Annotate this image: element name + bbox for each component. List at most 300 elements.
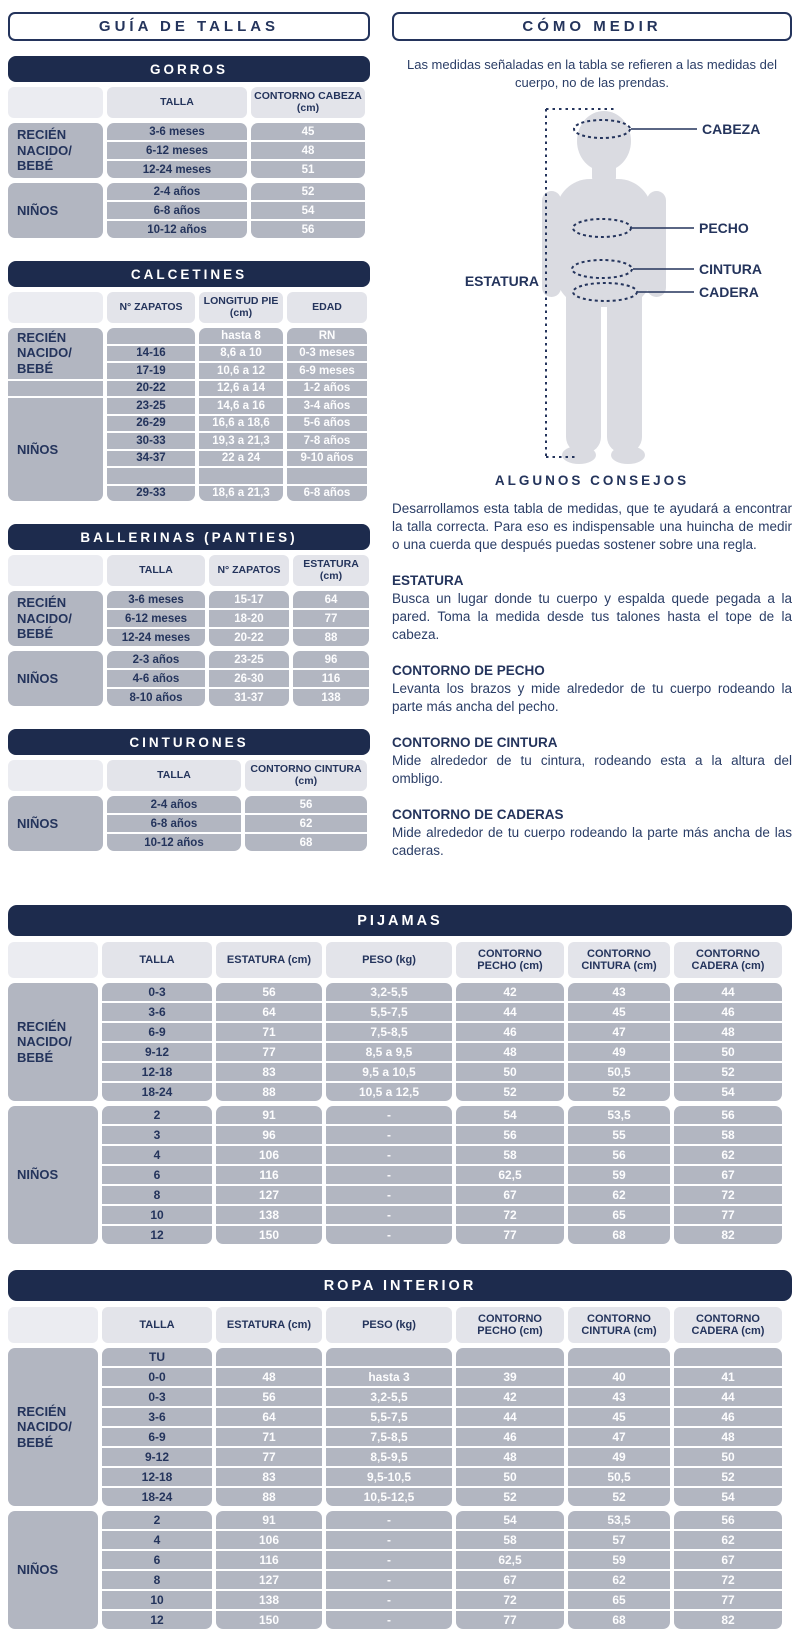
table-cell: 20-22: [107, 381, 195, 397]
table-cell: 0-0: [102, 1368, 212, 1386]
table-cell: -: [326, 1591, 452, 1609]
table-cell: 0-3: [102, 1388, 212, 1406]
table-cell: 68: [568, 1226, 670, 1244]
table-pijamas: [8, 905, 792, 1244]
cabeza-label: CABEZA: [702, 121, 761, 138]
table-cell: 41: [674, 1368, 782, 1386]
data-column: [674, 1348, 782, 1506]
table-cell: 18-24: [102, 1488, 212, 1506]
column-header: PESO (kg): [326, 1307, 452, 1343]
table-cell: 5,5-7,5: [326, 1003, 452, 1021]
table-cell: 83: [216, 1468, 322, 1486]
column-header: EDAD: [287, 292, 367, 323]
table-cell: 59: [568, 1551, 670, 1569]
table-cell: 52: [568, 1488, 670, 1506]
table-cell: 77: [674, 1591, 782, 1609]
tip-section-estatura: [392, 573, 792, 644]
table-cell: 1-2 años: [287, 381, 367, 397]
table-cell: 106: [216, 1146, 322, 1164]
table-cell: 47: [568, 1428, 670, 1446]
table-cell: [456, 1348, 564, 1366]
data-column: [216, 1348, 322, 1506]
row-group: [8, 651, 370, 706]
row-label-column: [8, 123, 103, 178]
corner-spacer: [8, 760, 103, 791]
table-cell: 82: [674, 1611, 782, 1629]
table-cell: 71: [216, 1023, 322, 1041]
table-cell: 6-9: [102, 1428, 212, 1446]
row-label-column: [8, 983, 98, 1101]
table-cell: 64: [293, 591, 369, 608]
table-cell: 44: [674, 983, 782, 1001]
table-cell: 0-3: [102, 983, 212, 1001]
table-cell: 3: [102, 1126, 212, 1144]
row-label-column: [8, 1106, 98, 1244]
table-cell: 51: [251, 161, 365, 178]
table-cell: [107, 468, 195, 484]
table-cell: 62: [674, 1146, 782, 1164]
table-cell: 29-33: [107, 486, 195, 502]
table-cell: 62: [674, 1531, 782, 1549]
data-column: [209, 651, 289, 706]
table-cell: 9-12: [102, 1448, 212, 1466]
table-cell: 4-6 años: [107, 670, 205, 687]
table-cell: 52: [568, 1083, 670, 1101]
table-gorros: [8, 56, 370, 238]
table-cell: 16,6 a 18,6: [199, 416, 283, 432]
table-cell: 18-24: [102, 1083, 212, 1101]
table-cell: 2: [102, 1106, 212, 1124]
cinturones-section-title: CINTURONES: [8, 729, 370, 755]
table-cell: 62,5: [456, 1551, 564, 1569]
row-group-label: RECIÉN NACIDO/ BEBÉ: [8, 123, 103, 178]
table-cell: 150: [216, 1226, 322, 1244]
table-cell: 48: [674, 1428, 782, 1446]
table-cell: 9-12: [102, 1043, 212, 1061]
table-cell: 71: [216, 1428, 322, 1446]
table-cell: 116: [293, 670, 369, 687]
table-cell: 77: [216, 1448, 322, 1466]
table-cell: 6-8 años: [107, 202, 247, 219]
table-cell: 88: [216, 1083, 322, 1101]
table-cell: 39: [456, 1368, 564, 1386]
tip-section-caderas: [392, 807, 792, 860]
row-group: [8, 328, 370, 501]
row-label-column: [8, 328, 103, 501]
data-column: [107, 651, 205, 706]
data-column: [456, 1348, 564, 1506]
table-cell: 12-18: [102, 1063, 212, 1081]
table-cell: 9,5-10,5: [326, 1468, 452, 1486]
table-cell: 3-6 meses: [107, 123, 247, 140]
table-cell: 6-9 meses: [287, 363, 367, 379]
data-column: [245, 796, 367, 851]
table-cell: 30-33: [107, 433, 195, 449]
table-cell: 88: [293, 629, 369, 646]
table-cell: 56: [674, 1106, 782, 1124]
tip-heading: CONTORNO DE PECHO: [392, 662, 545, 678]
tip-heading: CONTORNO DE CADERAS: [392, 806, 564, 822]
column-header: TALLA: [107, 87, 247, 118]
table-cell: 46: [674, 1003, 782, 1021]
table-cell: 64: [216, 1003, 322, 1021]
table-cell: 72: [674, 1571, 782, 1589]
table-cell: 26-30: [209, 670, 289, 687]
table-cell: -: [326, 1531, 452, 1549]
corner-spacer: [8, 1307, 98, 1343]
column-header: LONGITUD PIE (cm): [199, 292, 283, 323]
row-group-label: NIÑOS: [8, 183, 103, 238]
table-cell: 56: [456, 1126, 564, 1144]
column-header: TALLA: [107, 760, 241, 791]
table-cell: 9-10 años: [287, 451, 367, 467]
column-header-row: [8, 292, 370, 323]
table-cell: 10,6 a 12: [199, 363, 283, 379]
row-label-column: [8, 1511, 98, 1629]
table-cell: 4: [102, 1531, 212, 1549]
column-header: N° ZAPATOS: [107, 292, 195, 323]
column-header: ESTATURA (cm): [293, 555, 369, 586]
table-cell: 10-12 años: [107, 221, 247, 238]
table-cell: 55: [568, 1126, 670, 1144]
table-cell: 10-12 años: [107, 834, 241, 851]
table-cell: 77: [456, 1611, 564, 1629]
table-cell: 31-37: [209, 689, 289, 706]
tip-text: Busca un lugar donde tu cuerpo y espalda quede pegada a la pared. Toma la medida desde tus talones hasta el tope de la cabeza.: [392, 590, 792, 642]
table-cell: 127: [216, 1571, 322, 1589]
table-cell: 14,6 a 16: [199, 398, 283, 414]
column-header-row: [8, 942, 792, 978]
row-group: [8, 1348, 792, 1506]
column-header: TALLA: [107, 555, 205, 586]
data-column: [456, 1106, 564, 1244]
table-cell: 54: [251, 202, 365, 219]
data-column: [568, 1106, 670, 1244]
table-cell: [287, 468, 367, 484]
page-title-size-guide: GUÍA DE TALLAS: [8, 12, 370, 41]
table-cell: 56: [216, 983, 322, 1001]
table-cell: 12-24 meses: [107, 161, 247, 178]
table-cell: 57: [568, 1531, 670, 1549]
table-cell: 0-3 meses: [287, 346, 367, 362]
ballerinas-section-title: BALLERINAS (PANTIES): [8, 524, 370, 550]
table-cell: 67: [674, 1551, 782, 1569]
row-group-label: NIÑOS: [8, 1511, 98, 1629]
column-header-row: [8, 760, 370, 791]
table-cell: 34-37: [107, 451, 195, 467]
table-cell: -: [326, 1571, 452, 1589]
table-cell: [326, 1348, 452, 1366]
data-column: [293, 591, 369, 646]
table-cell: 6-9: [102, 1023, 212, 1041]
table-cell: 18,6 a 21,3: [199, 486, 283, 502]
table-cinturones: [8, 729, 370, 851]
column-header: ESTATURA (cm): [216, 1307, 322, 1343]
table-cell: 50,5: [568, 1063, 670, 1081]
data-column: [456, 983, 564, 1101]
table-cell: 42: [456, 983, 564, 1001]
table-cell: 72: [674, 1186, 782, 1204]
table-cell: 7-8 años: [287, 433, 367, 449]
pijamas-section-title: PIJAMAS: [8, 905, 792, 936]
table-cell: 48: [216, 1368, 322, 1386]
table-cell: 62: [568, 1186, 670, 1204]
table-cell: -: [326, 1166, 452, 1184]
table-cell: 9,5 a 10,5: [326, 1063, 452, 1081]
table-cell: 62: [568, 1571, 670, 1589]
table-cell: 8: [102, 1186, 212, 1204]
table-cell: 50: [674, 1043, 782, 1061]
table-cell: 56: [245, 796, 367, 813]
gorros-section-title: GORROS: [8, 56, 370, 82]
table-cell: 50,5: [568, 1468, 670, 1486]
table-cell: 54: [674, 1488, 782, 1506]
table-cell: 77: [216, 1043, 322, 1061]
corner-spacer: [8, 942, 98, 978]
table-cell: -: [326, 1206, 452, 1224]
table-cell: 54: [456, 1511, 564, 1529]
column-header-row: [8, 1307, 792, 1343]
table-cell: 45: [568, 1408, 670, 1426]
table-cell: 58: [456, 1531, 564, 1549]
row-group: [8, 1511, 792, 1629]
tips-title: ALGUNOS CONSEJOS: [494, 473, 690, 489]
table-cell: 10,5-12,5: [326, 1488, 452, 1506]
table-cell: -: [326, 1126, 452, 1144]
data-column: [107, 183, 247, 238]
table-cell: 150: [216, 1611, 322, 1629]
data-column: [251, 183, 365, 238]
table-cell: 77: [674, 1206, 782, 1224]
cintura-label: CINTURA: [699, 261, 762, 278]
table-cell: 91: [216, 1106, 322, 1124]
table-cell: 49: [568, 1448, 670, 1466]
table-cell: 50: [456, 1468, 564, 1486]
table-cell: 10,5 a 12,5: [326, 1083, 452, 1101]
data-column: [107, 796, 241, 851]
data-column: [102, 1106, 212, 1244]
table-cell: 82: [674, 1226, 782, 1244]
data-column: [326, 1106, 452, 1244]
table-cell: -: [326, 1611, 452, 1629]
tips-intro-text: Desarrollamos esta tabla de medidas, que te ayudará a encontrar la talla correcta. Para eso es indispensable una huincha de medir o una cuerda que después puedas sostener sobre una regla.: [392, 501, 792, 552]
table-cell: 62,5: [456, 1166, 564, 1184]
row-group-label: RECIÉN NACIDO/ BEBÉ: [8, 983, 98, 1101]
tip-section-cintura: [392, 735, 792, 788]
table-cell: 6: [102, 1166, 212, 1184]
table-cell: 83: [216, 1063, 322, 1081]
table-cell: 138: [216, 1591, 322, 1609]
table-cell: 54: [456, 1106, 564, 1124]
table-cell: 8,5-9,5: [326, 1448, 452, 1466]
table-cell: -: [326, 1511, 452, 1529]
column-header: CONTORNO CADERA (cm): [674, 1307, 782, 1343]
table-cell: 44: [674, 1388, 782, 1406]
table-cell: 52: [251, 183, 365, 200]
table-cell: 19,3 a 21,3: [199, 433, 283, 449]
left-column: [8, 12, 370, 874]
column-header: CONTORNO CABEZA (cm): [251, 87, 365, 118]
table-cell: hasta 3: [326, 1368, 452, 1386]
data-column: [674, 983, 782, 1101]
table-cell: 127: [216, 1186, 322, 1204]
table-calcetines: [8, 261, 370, 501]
table-cell: 45: [568, 1003, 670, 1021]
table-cell: 10: [102, 1206, 212, 1224]
table-cell: 5,5-7,5: [326, 1408, 452, 1426]
data-column: [102, 983, 212, 1101]
data-column: [102, 1348, 212, 1506]
table-cell: 96: [293, 651, 369, 668]
table-cell: -: [326, 1551, 452, 1569]
table-cell: 48: [456, 1043, 564, 1061]
data-column: [326, 983, 452, 1101]
table-cell: 67: [674, 1166, 782, 1184]
table-cell: 2-4 años: [107, 796, 241, 813]
column-header: CONTORNO CADERA (cm): [674, 942, 782, 978]
table-cell: hasta 8: [199, 328, 283, 344]
table-cell: 91: [216, 1511, 322, 1529]
row-group-label: RECIÉN NACIDO/ BEBÉ: [8, 328, 103, 379]
table-cell: 8-10 años: [107, 689, 205, 706]
table-cell: -: [326, 1186, 452, 1204]
table-cell: RN: [287, 328, 367, 344]
column-header: CONTORNO PECHO (cm): [456, 1307, 564, 1343]
table-cell: 65: [568, 1206, 670, 1224]
data-column: [568, 1348, 670, 1506]
row-group-label: NIÑOS: [8, 796, 103, 851]
right-column: [392, 12, 792, 860]
table-cell: 8: [102, 1571, 212, 1589]
table-cell: 54: [674, 1083, 782, 1101]
column-header: CONTORNO PECHO (cm): [456, 942, 564, 978]
table-cell: 3,2-5,5: [326, 1388, 452, 1406]
table-cell: 3-4 años: [287, 398, 367, 414]
row-group: [8, 591, 370, 646]
table-cell: 14-16: [107, 346, 195, 362]
table-cell: 3-6 meses: [107, 591, 205, 608]
table-cell: [674, 1348, 782, 1366]
table-cell: 58: [456, 1146, 564, 1164]
table-cell: [107, 328, 195, 344]
body-measure-diagram: [409, 93, 775, 465]
row-group: [8, 1106, 792, 1244]
table-cell: 46: [674, 1408, 782, 1426]
table-cell: 88: [216, 1488, 322, 1506]
table-cell: 2-4 años: [107, 183, 247, 200]
data-column: [102, 1511, 212, 1629]
table-cell: 48: [456, 1448, 564, 1466]
row-label-column: [8, 1348, 98, 1506]
table-cell: 48: [251, 142, 365, 159]
table-cell: 53,5: [568, 1511, 670, 1529]
data-column: [107, 591, 205, 646]
table-cell: -: [326, 1226, 452, 1244]
corner-spacer: [8, 555, 103, 586]
row-group-label: NIÑOS: [8, 398, 103, 501]
data-column: [456, 1511, 564, 1629]
table-cell: 43: [568, 1388, 670, 1406]
column-header-row: [8, 555, 370, 586]
data-column: [209, 591, 289, 646]
table-cell: 68: [245, 834, 367, 851]
table-cell: 52: [674, 1063, 782, 1081]
corner-spacer: [8, 87, 103, 118]
cadera-label: CADERA: [699, 284, 759, 301]
table-cell: 23-25: [209, 651, 289, 668]
table-cell: 12-24 meses: [107, 629, 205, 646]
table-cell: 15-17: [209, 591, 289, 608]
row-group: [8, 123, 370, 178]
table-cell: 58: [674, 1126, 782, 1144]
data-column: [107, 123, 247, 178]
row-label-column: [8, 591, 103, 646]
table-cell: 56: [674, 1511, 782, 1529]
table-cell: 45: [251, 123, 365, 140]
table-cell: 12: [102, 1611, 212, 1629]
table-cell: 49: [568, 1043, 670, 1061]
table-cell: 44: [456, 1003, 564, 1021]
row-group-label: NIÑOS: [8, 1106, 98, 1244]
table-cell: 7,5-8,5: [326, 1023, 452, 1041]
table-cell: 46: [456, 1428, 564, 1446]
tip-text: Mide alrededor de tu cuerpo rodeando la parte más ancha de las caderas.: [392, 824, 792, 858]
row-label-column: [8, 796, 103, 851]
table-cell: 10: [102, 1591, 212, 1609]
table-cell: 6-12 meses: [107, 142, 247, 159]
table-cell: 46: [456, 1023, 564, 1041]
table-cell: 138: [293, 689, 369, 706]
table-cell: 4: [102, 1146, 212, 1164]
table-cell: 62: [245, 815, 367, 832]
table-cell: 72: [456, 1591, 564, 1609]
column-header: PESO (kg): [326, 942, 452, 978]
table-cell: 40: [568, 1368, 670, 1386]
table-cell: 50: [456, 1063, 564, 1081]
data-column: [216, 983, 322, 1101]
row-group-label: [8, 381, 103, 397]
data-column: [568, 1511, 670, 1629]
table-cell: 42: [456, 1388, 564, 1406]
column-header: TALLA: [102, 1307, 212, 1343]
table-cell: 138: [216, 1206, 322, 1224]
column-header: CONTORNO CINTURA (cm): [245, 760, 367, 791]
table-cell: 67: [456, 1186, 564, 1204]
table-cell: 52: [456, 1488, 564, 1506]
table-cell: 2: [102, 1511, 212, 1529]
table-cell: 8,6 a 10: [199, 346, 283, 362]
table-cell: 59: [568, 1166, 670, 1184]
table-cell: 6-8 años: [107, 815, 241, 832]
tip-text: Mide alrededor de tu cintura, rodeando esta a la altura del ombligo.: [392, 752, 792, 786]
table-cell: 6: [102, 1551, 212, 1569]
table-cell: 52: [674, 1468, 782, 1486]
data-column: [293, 651, 369, 706]
table-cell: 12-18: [102, 1468, 212, 1486]
table-cell: 68: [568, 1611, 670, 1629]
row-group-label: NIÑOS: [8, 651, 103, 706]
column-header: N° ZAPATOS: [209, 555, 289, 586]
table-cell: 5-6 años: [287, 416, 367, 432]
table-cell: 47: [568, 1023, 670, 1041]
table-cell: 72: [456, 1206, 564, 1224]
calcetines-section-title: CALCETINES: [8, 261, 370, 287]
table-cell: 56: [216, 1388, 322, 1406]
table-cell: 56: [568, 1146, 670, 1164]
pecho-label: PECHO: [699, 220, 749, 237]
table-cell: 18-20: [209, 610, 289, 627]
data-column: [216, 1106, 322, 1244]
